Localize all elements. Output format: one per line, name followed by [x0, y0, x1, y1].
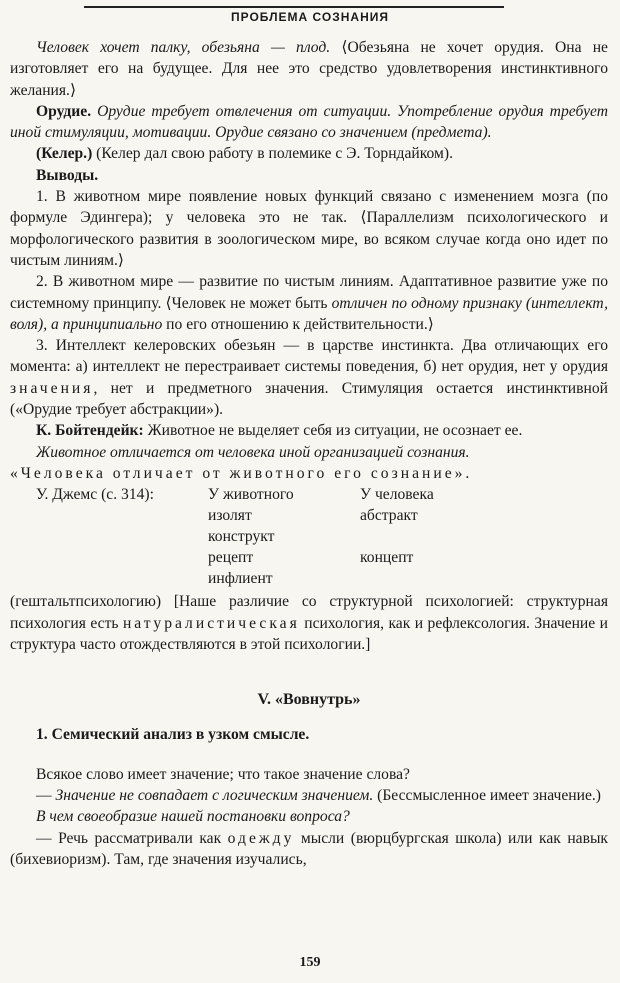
conclusions-heading: Выводы.: [36, 166, 99, 184]
paragraph-12: Всякое слово имеет значение; что такое значение слова?: [36, 765, 410, 783]
p6-post: по его отношению к действительности.⟩: [162, 315, 434, 333]
p15-pre: — Речь рассматривали как: [36, 829, 228, 847]
paragraph-7: [10, 335, 608, 420]
p11-post: психология, как и рефлексология. Значение и структура часто отождествляются в этой психологии.]: [10, 614, 608, 653]
table-cell-animal: изолят: [208, 507, 252, 525]
paragraph-1: [10, 37, 608, 101]
p3-rest: (Келер дал свою работу в полемике с Э. Торндайком).: [92, 145, 453, 163]
header-rule: [84, 6, 504, 8]
p8-rest: Животное не выделяет себя из ситуации, не осознает ее.: [143, 422, 523, 440]
james-label: У. Джемс (с. 314):: [36, 486, 154, 504]
p13-post: (Бессмысленное имеет значение.): [373, 787, 601, 805]
p11-pre: (гештальтпсихологию) [Наше различие со структурной психологией: структурная психология есть: [10, 593, 608, 632]
table-cell-animal: инфлиент: [208, 570, 273, 588]
running-header: ПРОБЛЕМА СОЗНАНИЯ: [230, 10, 390, 24]
p2-bold: Орудие.: [36, 102, 92, 120]
paragraph-11: [10, 591, 608, 655]
p15-post: мысли (вюрцбургская школа) или как навык (бихевиоризм). Там, где значения изучались,: [10, 829, 609, 868]
paragraph-13: [10, 785, 608, 806]
p1-rest: ⟨Обезьяна не хочет орудия. Она не изготовляет его на будущее. Для нее это средство удовлетворения инстинктивного желания.⟩: [10, 39, 608, 99]
paragraph-10: «Человека отличает от животного его сознание».: [10, 464, 473, 482]
table-cell-animal: конструкт: [208, 528, 275, 546]
p11-spaced: натуралистическая: [122, 614, 300, 632]
p13-italic: Значение не совпадает с логическим значением.: [55, 787, 374, 805]
p7-post: , нет и предметного значения. Стимуляция остается инстинктивной («Орудие требует абстракции»).: [10, 379, 608, 419]
james-table: [10, 484, 608, 591]
table-cell-human: концепт: [360, 549, 414, 567]
p7-spaced: значения: [10, 379, 94, 397]
p13-pre: —: [36, 787, 56, 805]
paragraph-2: [10, 101, 608, 144]
paragraph-5: 1. В животном мире появление новых функций связано с изменением мозга (по формуле Эдингера); у человека это не так. ⟨Параллелизм психологического и морфологического развития в зоологическом мире, во всяком случае когда оно идет по чистым линиям.⟩: [10, 188, 608, 269]
p6-italic: отличен по одному признаку (интеллект, воля), а принципиально: [10, 294, 608, 333]
animal-header: У животного: [208, 486, 294, 504]
paragraph-3: [10, 143, 608, 164]
table-cell-human: абстракт: [360, 507, 418, 525]
p2-italic: Орудие требует отвлечения от ситуации. Употребление орудия требует иной стимуляции, мотивации. Орудие связано со значением (предмета).: [10, 102, 608, 142]
p1-italic: Человек хочет палку, обезьяна — плод.: [36, 39, 331, 56]
page-number: 159: [299, 955, 321, 970]
p8-bold: К. Бойтендейк:: [36, 422, 144, 440]
section-title: V. «Вовнутрь»: [257, 691, 361, 709]
page-body: [10, 37, 608, 870]
p6-pre: 2. В животном мире — развитие по чистым линиям. Адаптативное развитие уже по системному принципу. ⟨Человек не может быть: [10, 273, 608, 312]
human-header: У человека: [360, 486, 434, 504]
p15-spaced: одежду: [227, 829, 295, 847]
p3-bold: (Келер.): [36, 145, 93, 163]
paragraph-14: В чем своеобразие нашей постановки вопроса?: [36, 808, 350, 826]
paragraph-6: [10, 271, 608, 335]
paragraph-8: [10, 420, 608, 441]
p7-pre: 3. Интеллект келеровских обезьян — в царстве инстинкта. Два отличающих его момента: а) интеллект не перестраивает системы поведения, б) нет орудия, нет у орудия: [10, 337, 608, 376]
subsection-title: 1. Семический анализ в узком смысле.: [36, 726, 310, 744]
paragraph-15: [10, 828, 608, 871]
paragraph-9: Животное отличается от человека иной организацией сознания.: [36, 443, 470, 461]
table-cell-animal: рецепт: [208, 549, 254, 567]
